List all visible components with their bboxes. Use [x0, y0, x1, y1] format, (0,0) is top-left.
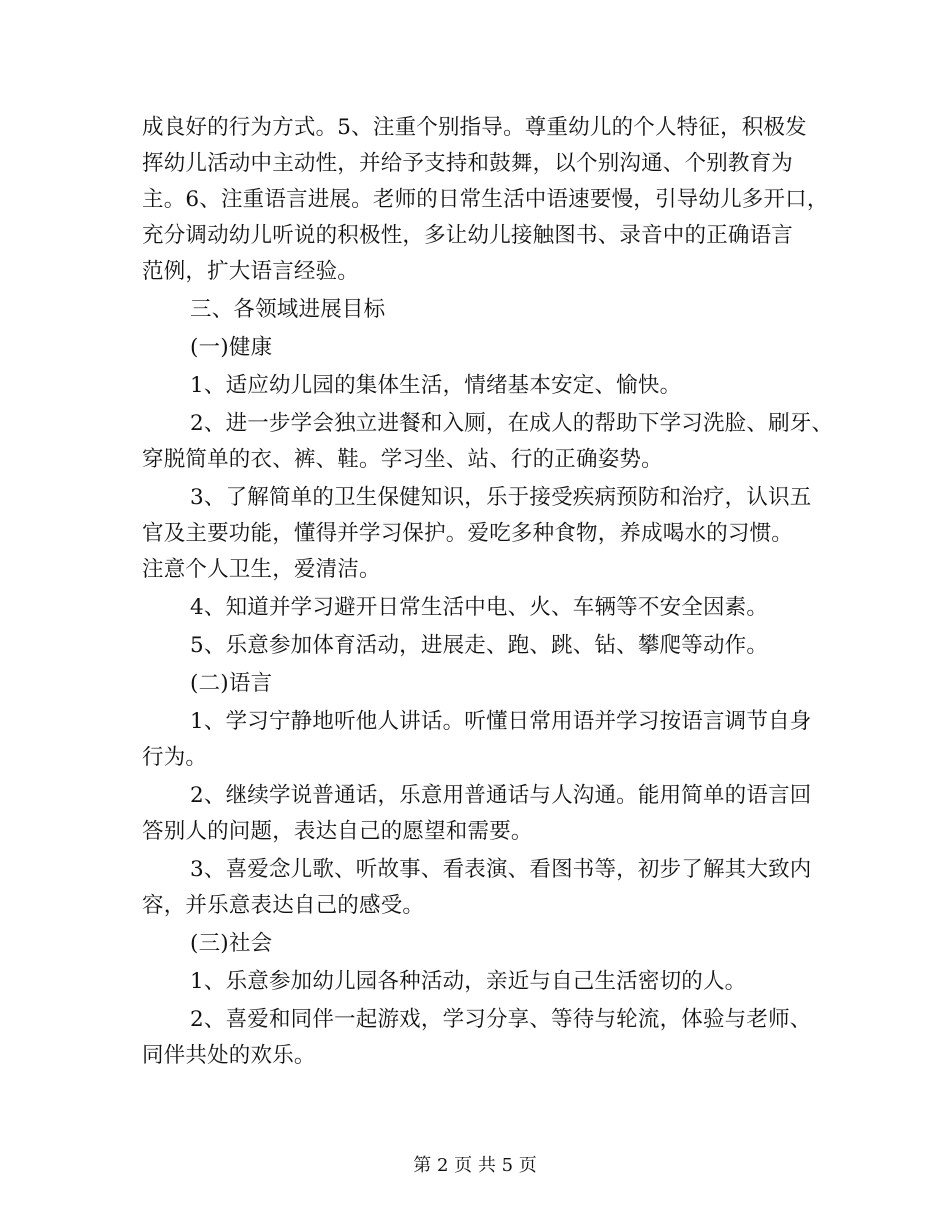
text-line: 成良好的行为方式。5、注重个别指导。尊重幼儿的个人特征，积极发	[142, 115, 807, 140]
page-number: 第 2 页 共 5 页	[413, 1155, 537, 1176]
text-line: 穿脱简单的衣、裤、鞋。学习坐、站、行的正确姿势。	[142, 447, 663, 472]
text-line: 挥幼儿活动中主动性，并给予支持和鼓舞，以个别沟通、个别教育为	[142, 151, 794, 176]
text-line: 主。6、注重语言进展。老师的日常生活中语速要慢，引导幼儿多开口，	[142, 187, 829, 212]
text-line: 同伴共处的欢乐。	[142, 1043, 316, 1068]
text-line: 2、进一步学会独立进餐和入厕，在成人的帮助下学习洗脸、刷牙、	[190, 411, 834, 436]
text-line: 行为。	[142, 745, 208, 770]
text-line: 1、学习宁静地听他人讲话。听懂日常用语并学习按语言调节自身	[190, 709, 812, 734]
text-line: 3、了解简单的卫生保健知识，乐于接受疾病预防和治疗，认识五	[190, 485, 812, 510]
text-line: 范例，扩大语言经验。	[142, 259, 360, 284]
text-line: 2、喜爱和同伴一起游戏，学习分享、等待与轮流，体验与老师、	[190, 1007, 812, 1032]
section-heading: 三、各领域进展目标	[190, 297, 386, 322]
text-line: 1、乐意参加幼儿园各种活动，亲近与自己生活密切的人。	[190, 969, 747, 994]
text-line: 答别人的问题，表达自己的愿望和需要。	[142, 819, 533, 844]
text-line: 5、乐意参加体育活动，进展走、跑、跳、钻、攀爬等动作。	[190, 633, 769, 658]
text-line: 注意个人卫生，爱清洁。	[142, 557, 381, 582]
text-line: 1、适应幼儿园的集体生活，情绪基本安定、愉快。	[190, 373, 682, 398]
text-line: 2、继续学说普通话，乐意用普通话与人沟通。能用简单的语言回	[190, 783, 812, 808]
text-line: 官及主要功能，懂得并学习保护。爱吃多种食物，养成喝水的习惯。	[142, 521, 794, 546]
text-line: 4、知道并学习避开日常生活中电、火、车辆等不安全因素。	[190, 595, 769, 620]
text-line: 3、喜爱念儿歌、听故事、看表演、看图书等，初步了解其大致内	[190, 857, 812, 882]
subsection-heading: (一)健康	[190, 335, 273, 360]
subsection-heading: (二)语言	[190, 671, 273, 696]
text-line: 充分调动幼儿听说的积极性，多让幼儿接触图书、录音中的正确语言	[142, 223, 794, 248]
text-line: 容，并乐意表达自己的感受。	[142, 893, 425, 918]
subsection-heading: (三)社会	[190, 931, 273, 956]
